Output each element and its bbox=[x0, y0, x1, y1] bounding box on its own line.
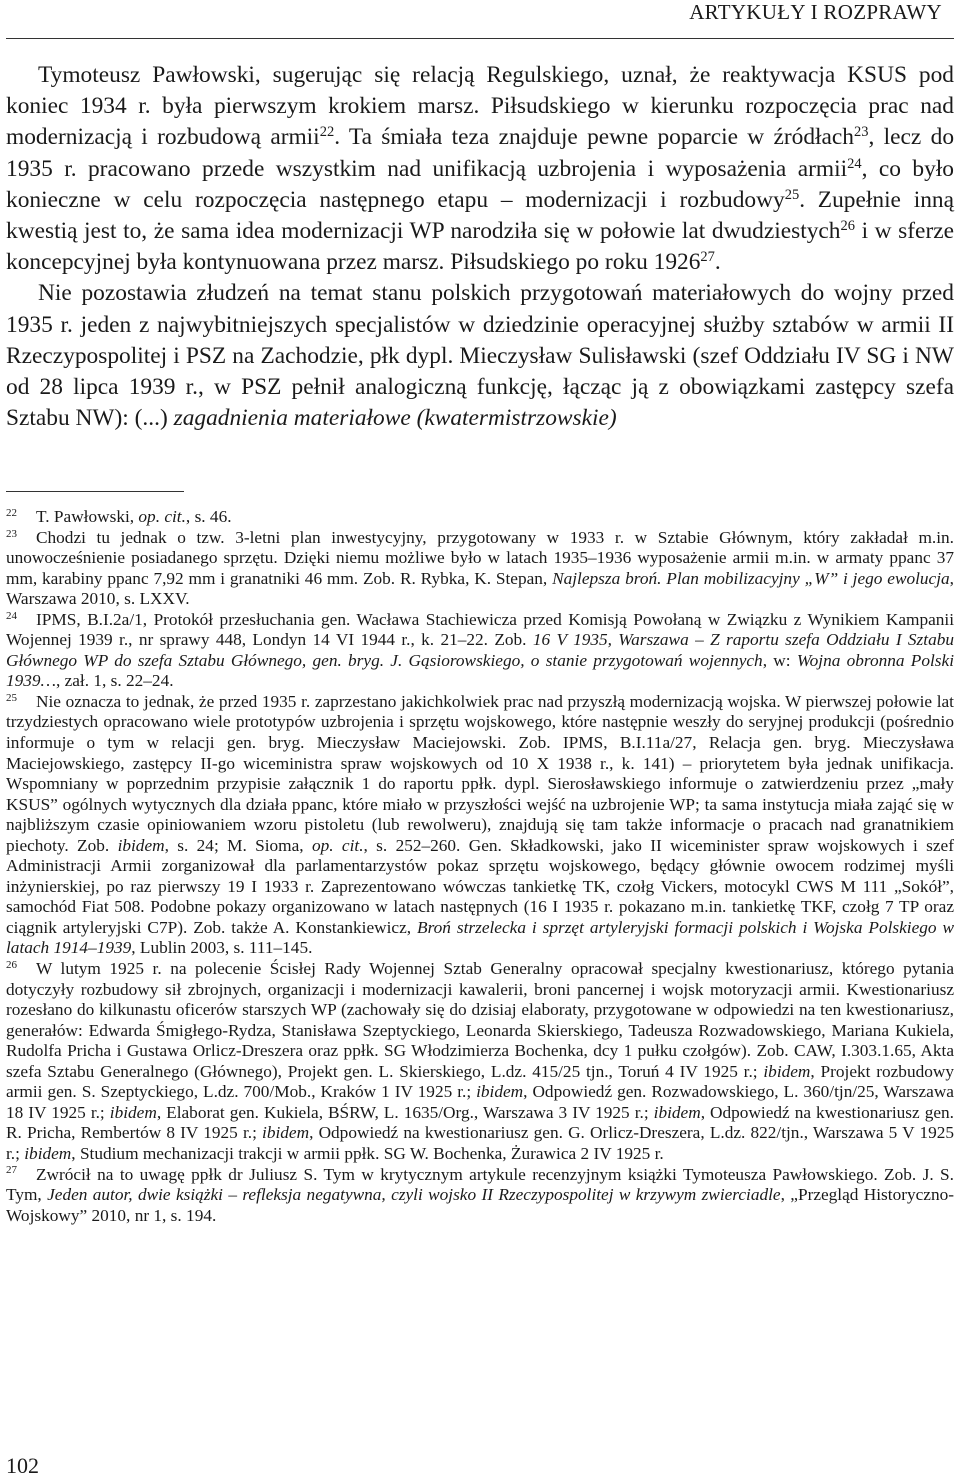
footnote-text: , Elaborat gen. Kukiela, BŚRW, L. 1635/Org., Warszawa 3 IV 1925 r.; bbox=[156, 1102, 654, 1122]
footnote-text: , Projekt rozbudowy armii gen. S. Szeptyckiego, L.dz. 700/Mob., Kraków 1 IV 1925 r.; bbox=[6, 1061, 954, 1102]
footnote-ref[interactable]: 23 bbox=[854, 124, 869, 141]
footnote-italic: ibidem bbox=[109, 1102, 157, 1122]
p1-text: . bbox=[714, 249, 721, 276]
footnote-italic: op. cit. bbox=[138, 507, 186, 526]
footnotes bbox=[6, 507, 954, 1226]
footnote-text: T. Pawłowski, bbox=[36, 507, 139, 526]
footnote-27: 27 Zwrócił na to uwagę ppłk dr Juliusz S. Tym w krytycznym artykule recenzyjnym książki Tymoteusza Pawłowskiego. Zob. J. S. Tym, Jeden autor, dwie książki – refleksja negatywna, czyli wojsko II Rzeczypospolitej w krzywym zwierciadle, „Przegląd Historyczno-Wojskowy” 2010, nr 1, s. 194. bbox=[6, 1164, 954, 1225]
footnote-italic: Najlepsza broń. Plan mobilizacyjny „W” i jego ewolucja bbox=[552, 568, 950, 588]
footnote-ref[interactable]: 27 bbox=[700, 249, 715, 266]
footnote-italic: 16 V 1935, Warszawa – Z raportu szefa Oddziału I Sztabu Głównego WP do szefa Sztabu Głównego, gen. bryg. J. Gąsiorowskiego, o stanie przygotowań wojennych bbox=[6, 630, 955, 670]
footnote-text: Chodzi tu jednak o tzw. 3-letni plan inwestycyjny, przygotowany w 1933 r. w Sztabie Głównym, który zakładał m.in. unowocześnienie posiadanego sprzętu. Dzięki niemu możliwe było w latach 1935–1936 wyposażenie armii m.in. w armaty ppanc 37 mm, karabiny ppanc 7,92 mm i granatniki 46 mm. Zob. R. Rybka, K. Stepan, bbox=[6, 527, 954, 588]
footnote-italic: ibidem bbox=[763, 1061, 811, 1081]
footnote-ref[interactable]: 26 bbox=[840, 218, 856, 235]
footnote-23: 23 Chodzi tu jednak o tzw. 3-letni plan inwestycyjny, przygotowany w 1933 r. w Sztabie Głównym, który zakładał m.in. unowocześnienie posiadanego sprzętu. Dzięki niemu możliwe było w latach 1935–1936 wyposażenie armii m.in. w armaty ppanc 37 mm, karabiny ppanc 7,92 mm i granatniki 46 mm. Zob. R. Rybka, K. Stepan, Najlepsza broń. Plan mobilizacyjny „W” i jego ewolucja, Warszawa 2010, s. LXXV. bbox=[6, 527, 954, 609]
footnote-text: , w: bbox=[762, 650, 797, 670]
footnote-text: , s. 24; M. Sioma, bbox=[164, 835, 312, 855]
footnote-italic: Broń strzelecka i sprzęt artyleryjski formacji polskich i Wojska Polskiego w latach 1914–1939 bbox=[6, 917, 954, 958]
footnote-text: Nie oznacza to jednak, że przed 1935 r. zaprzestano jakichkolwiek prac nad przyszłą modernizacją wojska. W pierwszej połowie lat trzydziestych opracowano wiele prototypów uzbrojenia i sprzętu wojskowego, które następnie weszły do seryjnej produkcji (pośrednio informuje o tym w relacji gen. bryg. Mieczysław Maciejowski. Zob. IPMS, B.I.11a/27, Relacja gen. bryg. Mieczysława Maciejowskiego, zastępcy II-go wiceministra spraw wojskowych od 10 X 1938 r., k. 141) – priorytetem była jednak unifikacja. Wspomniany w poprzednim przypisie załącznik 1 do raportu ppłk. dypl. Sierosławskiego informuje o zatwierdzeniu przez „mały KSUS” ogólnych wytycznych dla działa ppanc, które miało w przyszłości wejść na uzbrojenie WP; ta sama instytucja miała zająć się w najbliższym czasie opiniowaniem wzoru pistoletu (lub rewolweru), znajdują się tam także informacje o pracach nad granatnikiem piechoty. Zob. bbox=[6, 691, 954, 855]
footnote-italic: Jeden autor, dwie książki – refleksja negatywna, czyli wojsko II Rzeczypospolitej w krzywym zwierciadle bbox=[47, 1185, 781, 1205]
running-head: ARTYKUŁY I ROZPRAWY bbox=[689, 0, 942, 24]
footnote-text: , s. 46. bbox=[185, 507, 232, 526]
footnote-text: , Lublin 2003, s. 111–145. bbox=[131, 938, 313, 958]
footnote-rule bbox=[6, 491, 184, 492]
footnote-text: , Warszawa 2010, s. LXXV. bbox=[6, 568, 954, 609]
footnote-italic: ibidem bbox=[24, 1143, 72, 1163]
footnote-text: , „Przegląd Historyczno-Wojskowy” 2010, nr 1, s. 194. bbox=[6, 1185, 954, 1225]
page-number: 102 bbox=[6, 1453, 39, 1478]
p1-text: . Ta śmiała teza znajduje pewne poparcie w źródłach bbox=[334, 124, 855, 151]
footnote-22: 22 T. Pawłowski, op. cit., s. 46. bbox=[6, 506, 232, 526]
footnote-text: IPMS, B.I.2a/1, Protokół przesłuchania gen. Wacława Stachiewicza przed Komisją Powołaną w Związku z Wynikiem Kampanii Wojennej 1939 r., nr sprawy 448, Londyn 14 VI 1944 r., k. 21–22. Zob. bbox=[6, 609, 954, 650]
footnote-italic: op. cit. bbox=[311, 835, 364, 855]
p1-text: i w sferze koncepcyjnej była kontynuowana przez marsz. Piłsudskiego po roku 1926 bbox=[6, 218, 954, 276]
paragraph-1 bbox=[6, 60, 954, 278]
paragraph-2 bbox=[6, 278, 954, 434]
footnote-ref[interactable]: 22 bbox=[319, 124, 335, 141]
footnote-italic: ibidem bbox=[476, 1082, 524, 1102]
footnote-italic: Wojna obronna Polski 1939… bbox=[6, 650, 954, 691]
footnote-italic: ibidem bbox=[117, 835, 165, 855]
footnote-ref[interactable]: 24 bbox=[847, 155, 862, 172]
p1-text: Tymoteusz Pawłowski, sugerując się relacją Regulskiego, uznał, że reaktywacja KSUS pod koniec 1934 r. była pierwszym krokiem marsz. Piłsudskiego w kierunku rozpoczęcia prac nad modernizacją i rozbudową armii bbox=[6, 62, 954, 151]
footnote-text: Zwrócił na to uwagę ppłk dr Juliusz S. Tym w krytycznym artykule recenzyjnym książki Tymoteusza Pawłowskiego. Zob. J. S. Tym, bbox=[6, 1164, 954, 1205]
footnote-text: , zał. 1, s. 22–24. bbox=[55, 671, 174, 691]
footnote-25: 25 Nie oznacza to jednak, że przed 1935 r. zaprzestano jakichkolwiek prac nad przyszłą modernizacją wojska. W pierwszej połowie lat trzydziestych opracowano wiele prototypów uzbrojenia i sprzętu wojskowego, które następnie weszły do seryjnej produkcji (pośrednio informuje o tym w relacji gen. bryg. Mieczysław Maciejowski. Zob. IPMS, B.I.11a/27, Relacja gen. bryg. Mieczysława Maciejowskiego, zastępcy II-go wiceministra spraw wojskowych od 10 X 1938 r., k. 141) – priorytetem była jednak unifikacja. Wspomniany w poprzednim przypisie załącznik 1 do raportu ppłk. dypl. Sierosławskiego informuje o zatwierdzeniu przez „mały KSUS” ogólnych wytycznych dla działa ppanc, które miało w przyszłości wejść na uzbrojenie WP; ta sama instytucja miała zająć się w najbliższym czasie opiniowaniem wzoru pistoletu (lub rewolweru), znajdują się tam także informacje o pracach nad granatnikiem piechoty. Zob. ibidem, s. 24; M. Sioma, op. cit., s. 252–260. Gen. Składkowski, jako II wiceminister spraw wojskowych i szef Administracji Armii zorganizował dla parlamentarzystów pokaz sprzętu wojskowego, będący głównie owocem rodzimej myśli inżynierskiej, po raz pierwszy 19 I 1933 r. Zaprezentowano wówczas tankietkę TK, czołg Vickers, motocykl CWS M 111 „Sokół”, samochód Fiat 508. Podobne pokazy organizowano w latach następnych (16 I 1935 r. pokazano m.in. tankietkę TKF, czołg 7 TP oraz ciągnik artyleryjski C7P). Zob. także A. Konstankiewicz, Broń strzelecka i sprzęt artyleryjski formacji polskich i Wojska Polskiego w latach 1914–1939, Lublin 2003, s. 111–145. bbox=[6, 691, 954, 958]
footnote-text: , s. 252–260. Gen. Składkowski, jako II wiceminister spraw wojskowych i szef Administracji Armii zorganizował dla parlamentarzystów pokaz sprzętu wojskowego, będący głównie owocem rodzimej myśli inżynierskiej, po raz pierwszy 19 I 1933 r. Zaprezentowano wówczas tankietkę TK, czołg Vickers, motocykl CWS M 111 „Sokół”, samochód Fiat 508. Podobne pokazy organizowano w latach następnych (16 I 1935 r. pokazano m.in. tankietkę TKF, czołg 7 TP oraz ciągnik artyleryjski C7P). Zob. także A. Konstankiewicz, bbox=[6, 835, 954, 937]
p1-text: . Zupełnie inną kwestią jest to, że sama idea modernizacji WP narodziła się w połowie lat dwudziestych bbox=[6, 186, 954, 245]
p2-text: Nie pozostawia złudzeń na temat stanu polskich przygotowań materiałowych do wojny przed 1935 r. jeden z najwybitniejszych specjalistów w dziedzinie operacyjnej służby sztabów w armii II Rzeczypospolitej i PSZ na Zachodzie, płk dypl. Mieczysław Sulisławski (szef Oddziału IV SG i NW od 28 lipca 1939 r., w PSZ pełnił analogiczną funkcję, łącząc ją z obowiązkami zastępcy szefa Sztabu NW): (...) bbox=[6, 280, 954, 432]
footnote-26: 26 W lutym 1925 r. na polecenie Ścisłej Rady Wojennej Sztab Generalny opracował specjalny kwestionariusz, którego pytania dotyczyły rozbudowy sił zbrojnych, organizacji i modernizacji kawalerii, broni pancernej i wojsk motoryzacji armii. Kwestionariusz rozesłano do kilkunastu oficerów starszych WP (zachowały się do dzisiaj elaboraty, przygotowane w odpowiedzi na ten kwestionariusz, generałów: Edwarda Śmigłego-Rydza, Stanisława Szeptyckiego, Leonarda Skierskiego, Tadeusza Rozwadowskiego, Mariana Kukiela, Rudolfa Pricha i Gustawa Orlicz-Dreszera oraz ppłk. SG Włodzimierza Bochenka, dcy 1 pułku czołgów). Zob. CAW, I.303.1.65, Akta szefa Sztabu Generalnego (Głównego), Projekt gen. L. Skierskiego, L.dz. 415/25 tjn., Toruń 4 IV 1925 r.; ibidem, Projekt rozbudowy armii gen. S. Szeptyckiego, L.dz. 700/Mob., Kraków 1 IV 1925 r.; ibidem, Odpowiedź gen. Rozwadowskiego, L. 360/tjn/25, Warszawa 18 IV 1925 r.; ibidem, Elaborat gen. Kukiela, BŚRW, L. 1635/Org., Warszawa 3 IV 1925 r.; ibidem, Odpowiedź na kwestionariusz gen. R. Pricha, Rembertów 8 IV 1925 r.; ibidem, Odpowiedź na kwestionariusz gen. G. Orlicz-Dreszera, L.dz. 822/tjn., Warszawa 5 V 1925 r.; ibidem, Studium mechanizacji trakcji w armii ppłk. SG W. Bochenka, Żurawica 2 IV 1925 r. bbox=[6, 958, 955, 1163]
footnote-text: W lutym 1925 r. na polecenie Ścisłej Rady Wojennej Sztab Generalny opracował specjalny kwestionariusz, którego pytania dotyczyły rozbudowy sił zbrojnych, organizacji i modernizacji kawalerii, broni pancernej i wojsk motoryzacji armii. Kwestionariusz rozesłano do kilkunastu oficerów starszych WP (zachowały się do dzisiaj elaboraty, przygotowane w odpowiedzi na ten kwestionariusz, generałów: Edwarda Śmigłego-Rydza, Stanisława Szeptyckiego, Leonarda Skierskiego, Tadeusza Rozwadowskiego, Mariana Kukiela, Rudolfa Pricha i Gustawa Orlicz-Dreszera oraz ppłk. SG Włodzimierza Bochenka, dcy 1 pułku czołgów). Zob. CAW, I.303.1.65, Akta szefa Sztabu Generalnego (Głównego), Projekt gen. L. Skierskiego, L.dz. 415/25 tjn., Toruń 4 IV 1925 r.; bbox=[6, 959, 954, 1081]
footnote-24: 24 IPMS, B.I.2a/1, Protokół przesłuchania gen. Wacława Stachiewicza przed Komisją Powołaną w Związku z Wynikiem Kampanii Wojennej 1939 r., nr sprawy 448, Londyn 14 VI 1944 r., k. 21–22. Zob. 16 V 1935, Warszawa – Z raportu szefa Oddziału I Sztabu Głównego WP do szefa Sztabu Głównego, gen. bryg. J. Gąsiorowskiego, o stanie przygotowań wojennych, w: Wojna obronna Polski 1939…, zał. 1, s. 22–24. bbox=[6, 609, 955, 691]
footnote-italic: ibidem bbox=[653, 1102, 701, 1122]
body-text bbox=[6, 60, 954, 434]
footnote-italic: ibidem bbox=[262, 1123, 310, 1143]
footnote-text: , Odpowiedź gen. Rozwadowskiego, L. 360/tjn/25, Warszawa 18 IV 1925 r.; bbox=[6, 1082, 954, 1122]
p1-text: , co było konieczne w celu rozpoczęcia następnego etapu – modernizacji i rozbudowy bbox=[6, 155, 954, 213]
p2-quote-italic: zagadnienia materiałowe (kwatermistrzowskie) bbox=[173, 405, 617, 432]
footnote-ref[interactable]: 25 bbox=[784, 186, 800, 203]
p1-text: , lecz do 1935 r. pracowano przede wszystkim nad unifikacją uzbrojenia i wyposażenia armii bbox=[6, 124, 955, 182]
footnote-text: , Odpowiedź na kwestionariusz gen. G. Orlicz-Dreszera, L.dz. 822/tjn., Warszawa 5 V 1925 r.; bbox=[6, 1123, 955, 1163]
header-rule bbox=[6, 38, 954, 39]
footnote-text: , Odpowiedź na kwestionariusz gen. R. Pricha, Rembertów 8 IV 1925 r.; bbox=[6, 1102, 954, 1143]
footnote-text: , Studium mechanizacji trakcji w armii ppłk. SG W. Bochenka, Żurawica 2 IV 1925 r. bbox=[71, 1143, 664, 1163]
